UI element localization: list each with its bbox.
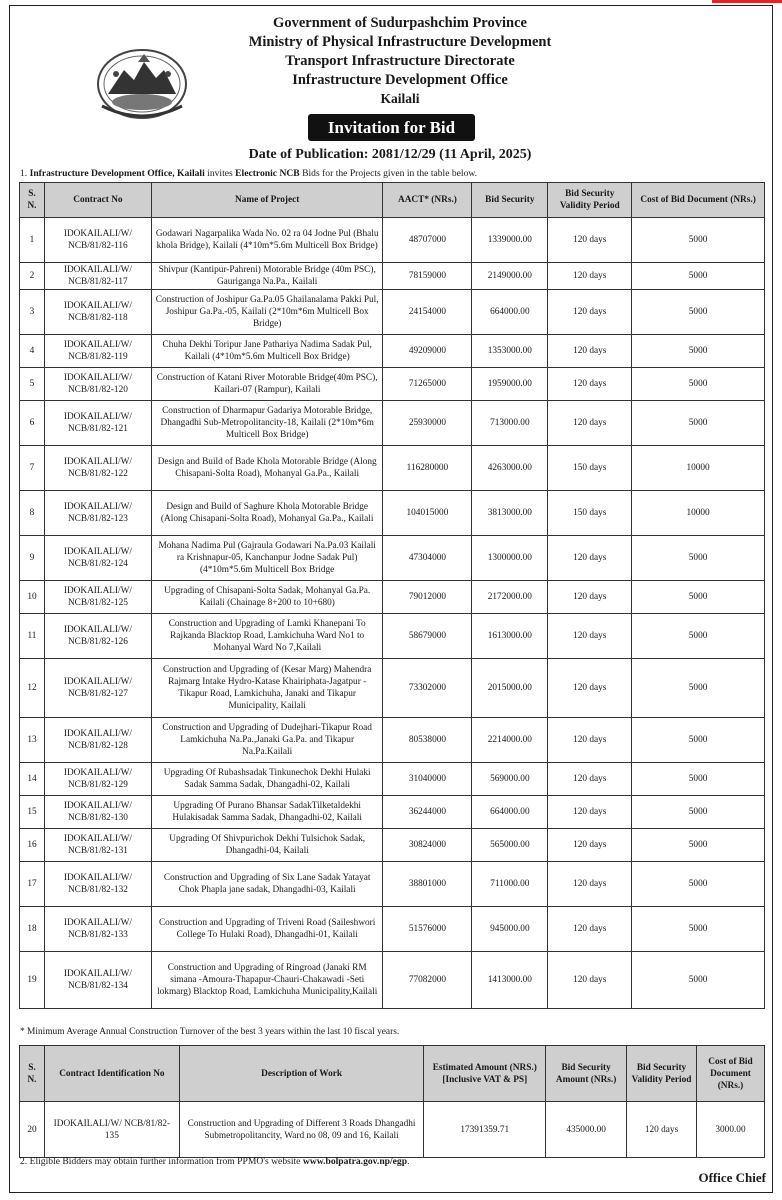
row-doc-cost: 5000 — [632, 952, 765, 1009]
row-sn: 11 — [20, 614, 45, 659]
row-aact: 38801000 — [383, 862, 472, 907]
row-contract-no: IDOKAILALI/W/ NCB/81/82-123 — [44, 491, 151, 536]
row-sn: 9 — [20, 536, 45, 581]
projects-table — [19, 182, 765, 1009]
table-row — [20, 536, 765, 581]
row-sn: 18 — [20, 907, 45, 952]
nepal-emblem-icon — [94, 44, 190, 122]
publication-date: Date of Publication: 2081/12/29 (11 April, 2025) — [248, 147, 532, 162]
row-doc-cost: 5000 — [632, 290, 765, 335]
intro-mid: invites — [204, 168, 236, 179]
row-project-name: Construction and Upgrading of Different 3 Roads Dhangadhi Submetropolitancity, Ward no 08, 09 and 16, Kailali — [179, 1102, 424, 1158]
row-bid-security: 435000.00 — [546, 1102, 627, 1158]
row-bid-security: 1959000.00 — [472, 368, 548, 401]
row-sn: 2 — [20, 263, 45, 290]
row-validity: 120 days — [548, 659, 632, 718]
row-aact: 116280000 — [383, 446, 472, 491]
row-validity: 120 days — [548, 335, 632, 368]
col-project-name: Name of Project — [151, 183, 383, 218]
header-government: Government of Sudurpashchim Province — [273, 15, 527, 31]
row-aact: 71265000 — [383, 368, 472, 401]
row-validity: 120 days — [548, 763, 632, 796]
row-project-name: Mohana Nadima Pul (Gajraula Godawari Na.Pa.03 Kailali ra Krishnapur-05, Kanchanpur Jodne Sadak Pul) (4*10m*5.6m Multicell Box Bridge — [151, 536, 383, 581]
row-sn: 6 — [20, 401, 45, 446]
row-project-name: Construction and Upgrading of Dudejhari-Tikapur Road Lamkichuha Na.Pa.,Janaki Ga.Pa. and Tikapur Na.Pa.Kailali — [151, 718, 383, 763]
intro-tail: Bids for the Projects given in the table below. — [299, 168, 478, 179]
row-bid-security: 945000.00 — [472, 907, 548, 952]
row-bid-security: 711000.00 — [472, 862, 548, 907]
row-contract-no: IDOKAILALI/W/ NCB/81/82-129 — [44, 763, 151, 796]
row-project-name: Construction and Upgrading of Lamki Khanepani To Rajkanda Blacktop Road, Lamkichuha Ward No1 to Mohanyal Ward No 7,Kailali — [151, 614, 383, 659]
table-row — [20, 614, 765, 659]
row-doc-cost: 5000 — [632, 796, 765, 829]
t2-col-estimate: Estimated Amount (NRS.) [Inclusive VAT & PS] — [424, 1046, 546, 1102]
row-doc-cost: 10000 — [632, 491, 765, 536]
row-sn: 5 — [20, 368, 45, 401]
t2-col-security: Bid Security Amount (NRs.) — [546, 1046, 627, 1102]
row-contract-no: IDOKAILALI/W/ NCB/81/82-135 — [44, 1102, 179, 1158]
row-validity: 120 days — [627, 1102, 697, 1158]
t2-col-contract-id: Contract Identification No — [44, 1046, 179, 1102]
row-aact: 80538000 — [383, 718, 472, 763]
t2-col-description: Description of Work — [179, 1046, 424, 1102]
table-row — [20, 796, 765, 829]
row-project-name: Construction of Dharmapur Gadariya Motorable Bridge, Dhangadhi Sub-Metropolitancity-18, Kailali (2*10m*6m Multicell Box Bridge) — [151, 401, 383, 446]
row-project-name: Chuha Dekhi Toripur Jane Pathariya Nadima Sadak Pul, Kailali (4*10m*5.6m Multicell Box Bridge) — [151, 335, 383, 368]
row-aact: 51576000 — [383, 907, 472, 952]
row-contract-no: IDOKAILALI/W/ NCB/81/82-122 — [44, 446, 151, 491]
row-sn: 1 — [20, 218, 45, 263]
row-contract-no: IDOKAILALI/W/ NCB/81/82-120 — [44, 368, 151, 401]
row-aact: 58679000 — [383, 614, 472, 659]
row-aact: 25930000 — [383, 401, 472, 446]
table-row — [20, 907, 765, 952]
row-aact: 31040000 — [383, 763, 472, 796]
row-project-name: Design and Build of Saghure Khola Motorable Bridge (Along Chisapani-Solta Road), Mohanyal Ga.Pa., Kailali — [151, 491, 383, 536]
row-doc-cost: 5000 — [632, 218, 765, 263]
row-bid-security: 1613000.00 — [472, 614, 548, 659]
col-bid-security: Bid Security — [472, 183, 548, 218]
table-row — [20, 446, 765, 491]
row-project-name: Construction and Upgrading of (Kesar Marg) Mahendra Rajmarg Intake Hydro-Katase Khairiphata-Jagatpur -Tikapur Road, Lamkichuha, Janaki and Tikapur Municipality, Kailali — [151, 659, 383, 718]
row-doc-cost: 5000 — [632, 862, 765, 907]
intro-ncb: Electronic NCB — [235, 168, 300, 179]
intro-number: 1. — [20, 168, 28, 179]
t2-col-sn: S. N. — [20, 1046, 45, 1102]
row-contract-no: IDOKAILALI/W/ NCB/81/82-132 — [44, 862, 151, 907]
row-aact: 24154000 — [383, 290, 472, 335]
table-row — [20, 718, 765, 763]
row-doc-cost: 5000 — [632, 718, 765, 763]
row-contract-no: IDOKAILALI/W/ NCB/81/82-118 — [44, 290, 151, 335]
row-bid-security: 664000.00 — [472, 290, 548, 335]
ppmo-website-link[interactable]: www.bolpatra.gov.np/egp — [302, 1156, 408, 1167]
row-validity: 120 days — [548, 218, 632, 263]
row-project-name: Construction of Joshipur Ga.Pa.05 Ghailanalama Pakki Pul, Joshipur Ga.Pa.-05, Kailali (2*10m*6m Multicell Box Bridge) — [151, 290, 383, 335]
row-project-name: Construction and Upgrading of Six Lane Sadak Yatayat Chok Phapla jane sadak, Dhangadhi-03, Kailali — [151, 862, 383, 907]
row-aact: 36244000 — [383, 796, 472, 829]
row-doc-cost: 5000 — [632, 401, 765, 446]
row-contract-no: IDOKAILALI/W/ NCB/81/82-134 — [44, 952, 151, 1009]
col-sn: S. N. — [20, 183, 45, 218]
row-validity: 150 days — [548, 491, 632, 536]
row-bid-security: 565000.00 — [472, 829, 548, 862]
row-sn: 10 — [20, 581, 45, 614]
footer-end: . — [407, 1156, 410, 1167]
row-validity: 150 days — [548, 446, 632, 491]
row-doc-cost: 5000 — [632, 907, 765, 952]
row-bid-security: 2172000.00 — [472, 581, 548, 614]
table-row — [20, 491, 765, 536]
header-directorate: Transport Infrastructure Directorate — [285, 53, 515, 69]
row-contract-no: IDOKAILALI/W/ NCB/81/82-124 — [44, 536, 151, 581]
table-row — [20, 263, 765, 290]
row-validity: 120 days — [548, 862, 632, 907]
table-row — [20, 335, 765, 368]
red-corner-mark — [712, 0, 782, 3]
row-bid-security: 1339000.00 — [472, 218, 548, 263]
row-validity: 120 days — [548, 401, 632, 446]
table-header-row — [20, 183, 765, 218]
row-project-name: Construction of Katani River Motorable Bridge(40m PSC), Kailari-07 (Rampur), Kailali — [151, 368, 383, 401]
office-chief-signature: Office Chief — [698, 1170, 766, 1185]
row-sn: 13 — [20, 718, 45, 763]
row-sn: 4 — [20, 335, 45, 368]
row-doc-cost: 5000 — [632, 536, 765, 581]
row-sn: 17 — [20, 862, 45, 907]
row-bid-security: 2214000.00 — [472, 718, 548, 763]
table-row — [20, 763, 765, 796]
intro-paragraph — [20, 168, 477, 179]
row-doc-cost: 5000 — [632, 368, 765, 401]
intro-office: Infrastructure Development Office, Kailali — [29, 168, 205, 179]
table-row — [20, 401, 765, 446]
row-project-name: Godawari Nagarpalika Wada No. 02 ra 04 Jodne Pul (Bhalu khola Bridge), Kailali (4*10m*5.6m Multicell Box Bridge) — [151, 218, 383, 263]
row-doc-cost: 5000 — [632, 763, 765, 796]
header-office: Infrastructure Development Office — [292, 72, 508, 88]
header-district: Kailali — [380, 91, 420, 106]
row-project-name: Shivpur (Kantipur-Pahreni) Motorable Bridge (40m PSC), Gauriganga Na.Pa., Kailali — [151, 263, 383, 290]
table-row — [20, 952, 765, 1009]
row-contract-no: IDOKAILALI/W/ NCB/81/82-119 — [44, 335, 151, 368]
row-bid-security: 4263000.00 — [472, 446, 548, 491]
row-sn: 8 — [20, 491, 45, 536]
row-sn: 15 — [20, 796, 45, 829]
footer-text: 2. Eligible Bidders may obtain further information from PPMO's website — [20, 1156, 303, 1167]
turnover-note: * Minimum Average Annual Construction Turnover of the best 3 years within the last 10 fiscal years. — [20, 1027, 400, 1037]
row-validity: 120 days — [548, 907, 632, 952]
row-sn: 14 — [20, 763, 45, 796]
row-bid-security: 2149000.00 — [472, 263, 548, 290]
row-validity: 120 days — [548, 263, 632, 290]
row-bid-security: 664000.00 — [472, 796, 548, 829]
row-contract-no: IDOKAILALI/W/ NCB/81/82-131 — [44, 829, 151, 862]
table2-header-row — [20, 1046, 765, 1102]
row-aact: 77082000 — [383, 952, 472, 1009]
row-bid-security: 569000.00 — [472, 763, 548, 796]
row-contract-no: IDOKAILALI/W/ NCB/81/82-116 — [44, 218, 151, 263]
row-validity: 120 days — [548, 581, 632, 614]
row-project-name: Design and Build of Bade Khola Motorable Bridge (Along Chisapani-Solta Road), Mohanyal Ga.Pa., Kailali — [151, 446, 383, 491]
row-sn: 20 — [20, 1102, 45, 1158]
office-header — [180, 14, 620, 107]
row-project-name: Construction and Upgrading of Ringroad (Janaki RM simana -Amoura-Thapapur-Chauri-Chakawadi -Seti lokmarg) Blacktop Road, Lamkichuha Municipality,Kailali — [151, 952, 383, 1009]
row-doc-cost: 5000 — [632, 263, 765, 290]
row-bid-security: 713000.00 — [472, 401, 548, 446]
row-doc-cost: 5000 — [632, 581, 765, 614]
row-contract-no: IDOKAILALI/W/ NCB/81/82-128 — [44, 718, 151, 763]
footer-note — [20, 1156, 409, 1167]
t2-col-doc-cost: Cost of Bid Document (NRs.) — [696, 1046, 764, 1102]
col-aact: AACT* (NRs.) — [383, 183, 472, 218]
row-validity: 120 days — [548, 614, 632, 659]
row-contract-no: IDOKAILALI/W/ NCB/81/82-127 — [44, 659, 151, 718]
row-sn: 3 — [20, 290, 45, 335]
row-aact: 78159000 — [383, 263, 472, 290]
row-validity: 120 days — [548, 536, 632, 581]
row-validity: 120 days — [548, 718, 632, 763]
row-bid-security: 1300000.00 — [472, 536, 548, 581]
table-row — [20, 290, 765, 335]
table-row — [20, 862, 765, 907]
invitation-banner: Invitation for Bid — [308, 114, 475, 141]
table-row — [20, 1102, 765, 1158]
row-contract-no: IDOKAILALI/W/ NCB/81/82-126 — [44, 614, 151, 659]
row-project-name: Upgrading of Chisapani-Solta Sadak, Mohanyal Ga.Pa. Kailali (Chainage 8+200 to 10+680) — [151, 581, 383, 614]
additional-work-table-body — [20, 1102, 765, 1158]
row-bid-security: 3813000.00 — [472, 491, 548, 536]
row-aact: 47304000 — [383, 536, 472, 581]
row-doc-cost: 5000 — [632, 829, 765, 862]
row-aact: 49209000 — [383, 335, 472, 368]
table-row — [20, 659, 765, 718]
row-contract-no: IDOKAILALI/W/ NCB/81/82-130 — [44, 796, 151, 829]
row-doc-cost: 10000 — [632, 446, 765, 491]
row-contract-no: IDOKAILALI/W/ NCB/81/82-121 — [44, 401, 151, 446]
row-aact: 104015000 — [383, 491, 472, 536]
row-doc-cost: 5000 — [632, 335, 765, 368]
row-sn: 19 — [20, 952, 45, 1009]
row-doc-cost: 5000 — [632, 659, 765, 718]
row-bid-security: 2015000.00 — [472, 659, 548, 718]
header-ministry: Ministry of Physical Infrastructure Development — [248, 34, 552, 50]
row-bid-security: 1413000.00 — [472, 952, 548, 1009]
table-row — [20, 829, 765, 862]
col-doc-cost: Cost of Bid Document (NRs.) — [632, 183, 765, 218]
row-validity: 120 days — [548, 829, 632, 862]
row-aact: 17391359.71 — [424, 1102, 546, 1158]
col-validity: Bid Security Validity Period — [548, 183, 632, 218]
row-aact: 79012000 — [383, 581, 472, 614]
row-aact: 48707000 — [383, 218, 472, 263]
row-aact: 30824000 — [383, 829, 472, 862]
row-sn: 16 — [20, 829, 45, 862]
table-row — [20, 581, 765, 614]
row-doc-cost: 3000.00 — [696, 1102, 764, 1158]
table-row — [20, 218, 765, 263]
projects-table-body — [20, 218, 765, 1009]
row-project-name: Upgrading Of Purano Bhansar SadakTilketaldekhi Hulakisadak Samma Sadak, Dhangadhi-02, Kailali — [151, 796, 383, 829]
row-validity: 120 days — [548, 290, 632, 335]
col-contract-no: Contract No — [44, 183, 151, 218]
row-aact: 73302000 — [383, 659, 472, 718]
row-contract-no: IDOKAILALI/W/ NCB/81/82-133 — [44, 907, 151, 952]
row-sn: 7 — [20, 446, 45, 491]
row-project-name: Upgrading Of Shivpurichok Dekhi Tulsichok Sadak, Dhangadhi-04, Kailali — [151, 829, 383, 862]
table-row — [20, 368, 765, 401]
row-validity: 120 days — [548, 368, 632, 401]
additional-work-table — [19, 1045, 765, 1158]
row-validity: 120 days — [548, 952, 632, 1009]
row-sn: 12 — [20, 659, 45, 718]
t2-col-validity: Bid Security Validity Period — [627, 1046, 697, 1102]
row-bid-security: 1353000.00 — [472, 335, 548, 368]
row-project-name: Construction and Upgrading of Triveni Road (Saileshwori College To Hulaki Road), Dhangadhi-01, Kailali — [151, 907, 383, 952]
row-validity: 120 days — [548, 796, 632, 829]
row-contract-no: IDOKAILALI/W/ NCB/81/82-117 — [44, 263, 151, 290]
row-contract-no: IDOKAILALI/W/ NCB/81/82-125 — [44, 581, 151, 614]
row-doc-cost: 5000 — [632, 614, 765, 659]
row-project-name: Upgrading Of Rubashsadak Tinkunechok Dekhi Hulaki Sadak Samma Sadak, Dhangadhi-02, Kailali — [151, 763, 383, 796]
